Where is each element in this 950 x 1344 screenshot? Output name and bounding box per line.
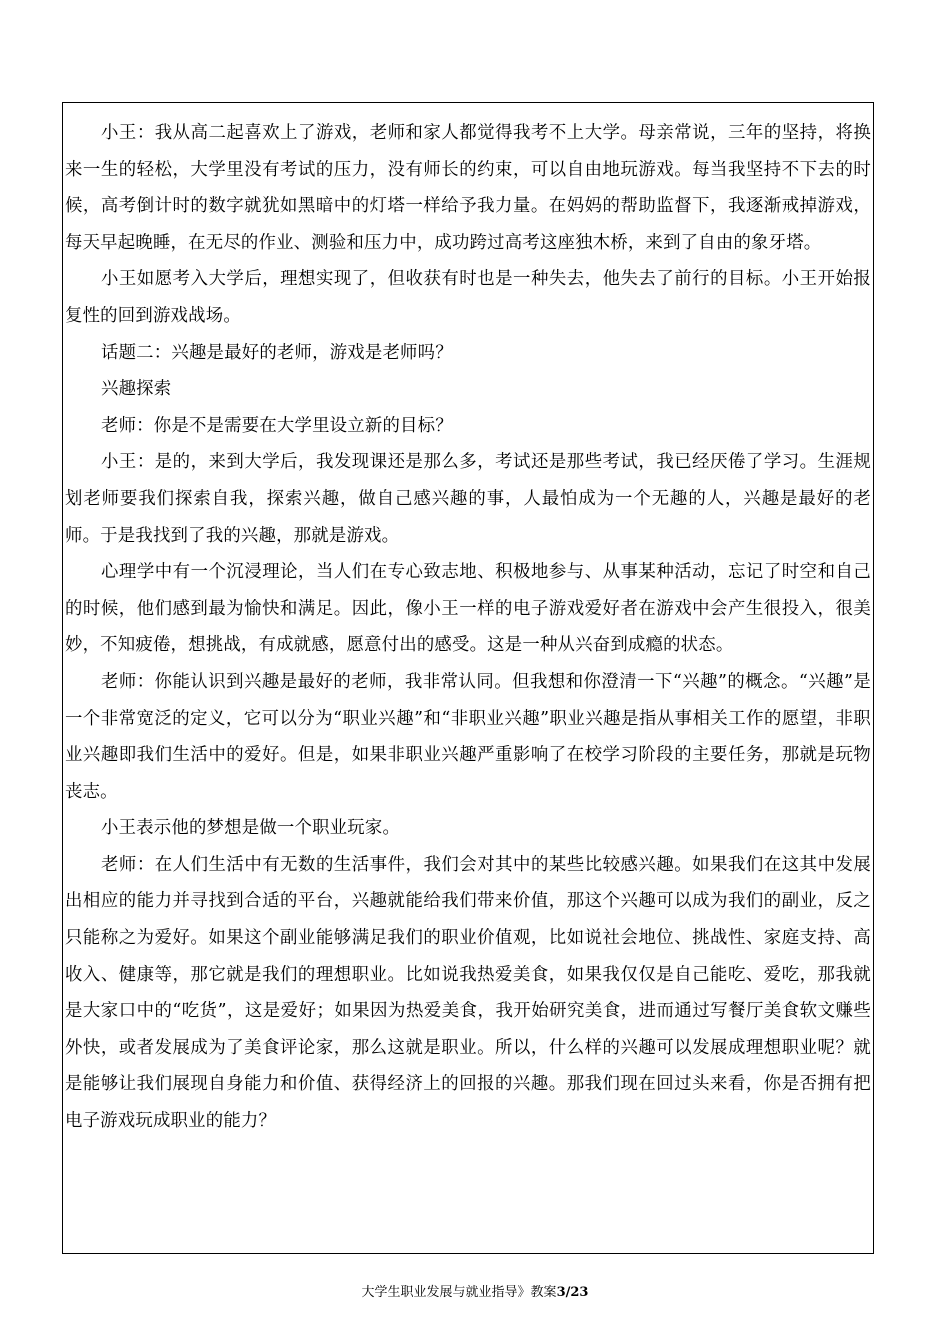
paragraph: 老师：你是不是需要在大学里设立新的目标？ bbox=[101, 415, 453, 436]
paragraph: 小王如愿考入大学后，理想实现了，但收获有时也是一种失去，他失去了前行的目标。小王开始报复性的回到游戏战场。 bbox=[65, 269, 871, 326]
paragraph: 老师：你能认识到兴趣是最好的老师，我非常认同。但我想和你澄清一下“兴趣”的概念。“兴趣”是一个非常宽泛的定义，它可以分为“职业兴趣”和“非职业兴趣”职业兴趣是指从事相关工作的愿望，非职业兴趣即我们生活中的爱好。但是，如果非职业兴趣严重影响了在校学习阶段的主要任务，那就是玩物丧志。 bbox=[65, 671, 871, 802]
paragraph: 兴趣探索 bbox=[101, 379, 172, 400]
paragraph: 心理学中有一个沉浸理论，当人们在专心致志地、积极地参与、从事某种活动，忘记了时空和自己的时候，他们感到最为愉快和满足。因此，像小王一样的电子游戏爱好者在游戏中会产生很投入，很美妙，不知疲倦，想挑战，有成就感，愿意付出的感受。这是一种从兴奋到成瘾的状态。 bbox=[65, 562, 871, 656]
paragraph: 小王：是的，来到大学后，我发现课还是那么多，考试还是那些考试，我已经厌倦了学习。生涯规划老师要我们探索自我，探索兴趣，做自己感兴趣的事，人最怕成为一个无趣的人，兴趣是最好的老师。于是我找到了我的兴趣，那就是游戏。 bbox=[65, 452, 871, 546]
paragraph: 话题二：兴趣是最好的老师，游戏是老师吗？ bbox=[101, 342, 453, 363]
paragraph: 小王表示他的梦想是做一个职业玩家。 bbox=[101, 818, 401, 839]
paragraph: 老师：在人们生活中有无数的生活事件，我们会对其中的某些比较感兴趣。如果我们在这其中发展出相应的能力并寻找到合适的平台，兴趣就能给我们带来价值，那这个兴趣可以成为我们的副业，反之只能称之为爱好。如果这个副业能够满足我们的职业价值观，比如说社会地位、挑战性、家庭支持、高收入、健康等，那它就是我们的理想职业。比如说我热爱美食，如果我仅仅是自己能吃、爱吃，那我就是大家口中的“吃货”，这是爱好；如果因为热爱美食，我开始研究美食，进而通过写餐厅美食软文赚些外快，或者发展成为了美食评论家，那么这就是职业。所以，什么样的兴趣可以发展成理想职业呢？就是能够让我们展现自身能力和价值、获得经济上的回报的兴趣。那我们现在回过头来看，你是否拥有把电子游戏玩成职业的能力？ bbox=[65, 854, 871, 1132]
document-content-box bbox=[62, 102, 874, 1254]
paragraph: 小王：我从高二起喜欢上了游戏，老师和家人都觉得我考不上大学。母亲常说，三年的坚持，将换来一生的轻松，大学里没有考试的压力，没有师长的约束，可以自由地玩游戏。每当我坚持不下去的时候，高考倒计时的数字就犹如黑暗中的灯塔一样给予我力量。在妈妈的帮助监督下，我逐渐戒掉游戏，每天早起晚睡，在无尽的作业、测验和压力中，成功跨过高考这座独木桥，来到了自由的象牙塔。 bbox=[65, 123, 871, 253]
footer-title: 大学生职业发展与就业指导》教案 bbox=[361, 1285, 557, 1300]
page-footer bbox=[0, 1284, 950, 1302]
page-number: 3/23 bbox=[556, 1285, 589, 1300]
